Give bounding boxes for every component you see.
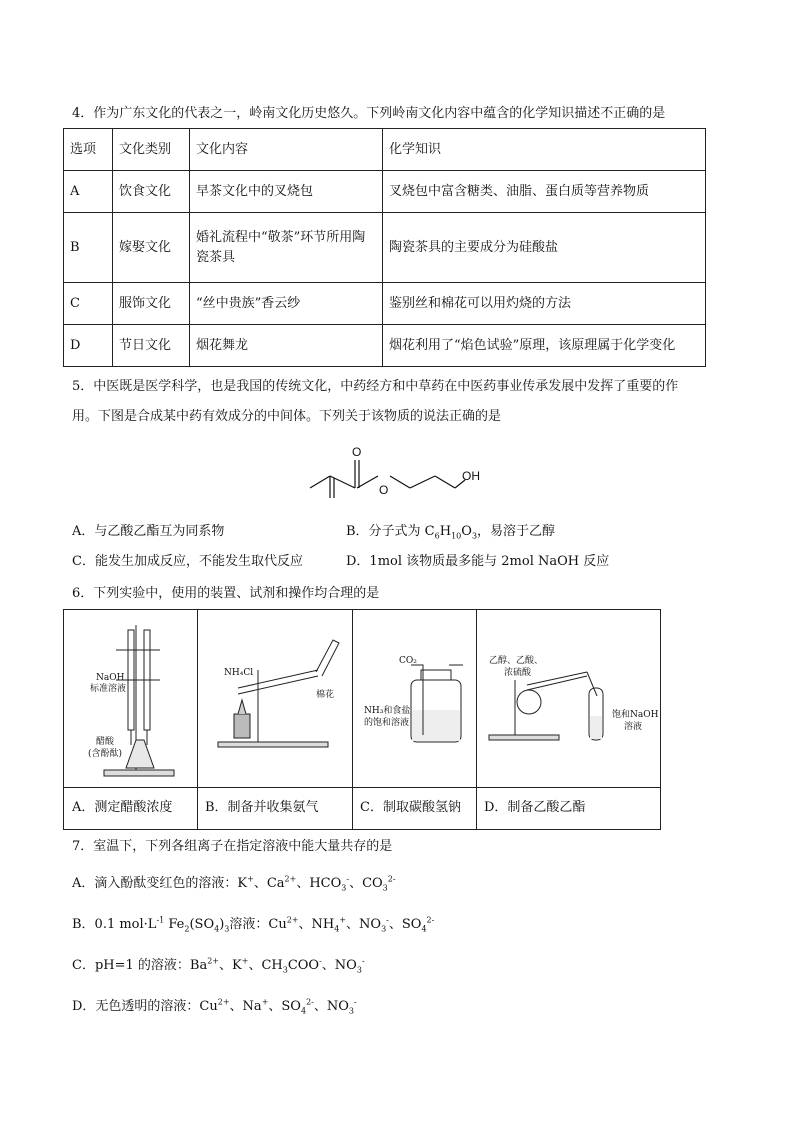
- table-cell: 婚礼流程中“敬茶”环节所用陶瓷茶具: [190, 213, 383, 283]
- atom-o-carbonyl: O: [352, 445, 362, 459]
- q7-option-c: C．pH=1 的溶液：$Ba^{2+}$、K+、$CH_3COO^-$、$NO_3^-$: [72, 956, 365, 975]
- table-cell: D: [64, 325, 113, 367]
- header-knowledge: 化学知识: [383, 129, 706, 171]
- table-cell: 节日文化: [113, 325, 190, 367]
- atom-oh: OH: [462, 469, 480, 483]
- q5-option-b: B．分子式为 $C_6H_{10}O_3$，易溶于乙醇: [346, 524, 556, 541]
- label-sat-naoh: 饱和NaOH: [612, 710, 659, 720]
- label-acetic-acid: 醋酸: [96, 737, 115, 747]
- q7-option-a: A．滴入酚酞变红色的溶液：K+、$Ca^{2+}$、$HCO_3^-$、$CO_3^{2-}$: [72, 874, 396, 893]
- table-cell: 烟花舞龙: [190, 325, 383, 367]
- q5-option-c: C．能发生加成反应，不能发生取代反应: [72, 554, 303, 569]
- label-phenolphthalein: (含酚酞): [88, 749, 123, 759]
- table-cell: A: [64, 171, 113, 213]
- table-cell: “丝中贵族”香云纱: [190, 283, 383, 325]
- label-co2: CO₂: [399, 656, 417, 666]
- esterification-apparatus: [477, 610, 660, 787]
- table-cell: 叉烧包中富含糖类、油脂、蛋白质等营养物质: [383, 171, 706, 213]
- label-saturated-solution: 的饱和溶液: [364, 718, 410, 728]
- header-category: 文化类别: [113, 129, 190, 171]
- label-solution: 溶液: [624, 722, 643, 732]
- label-reagents: 乙醇、乙酸、: [489, 656, 544, 666]
- caption-a: A．测定醋酸浓度: [72, 800, 173, 815]
- q4-table: [63, 128, 706, 367]
- label-conc-sulfuric: 浓硫酸: [504, 668, 532, 678]
- q7-stem: 7．室温下，下列各组离子在指定溶液中能大量共存的是: [72, 839, 393, 854]
- q5-stem-line2: 用。下图是合成某中药有效成分的中间体。下列关于该物质的说法正确的是: [72, 409, 502, 424]
- table-cell: 服饰文化: [113, 283, 190, 325]
- titration-apparatus: [64, 610, 197, 787]
- label-cotton: 棉花: [316, 690, 335, 700]
- molecule-structure: [300, 440, 500, 504]
- q5-stem-line1: 5．中医既是医学科学，也是我国的传统文化，中药经方和中草药在中医药事业传承发展中发挥了重要的作: [72, 379, 679, 394]
- label-standard-solution: 标准溶液: [90, 684, 127, 694]
- q6-stem: 6．下列实验中，使用的装置、试剂和操作均合理的是: [72, 586, 380, 601]
- q6-apparatus-table: [63, 609, 661, 830]
- q4-stem: 4．作为广东文化的代表之一，岭南文化历史悠久。下列岭南文化内容中蕴含的化学知识描述不正确的是: [72, 106, 666, 121]
- atom-o-ester: O: [379, 483, 389, 497]
- q5-option-d: D．1mol 该物质最多能与 2mol NaOH 反应: [346, 554, 610, 569]
- table-cell: C: [64, 283, 113, 325]
- q7-option-d: D．无色透明的溶液：$Cu^{2+}$、Na+、$SO_4^{2-}$、$NO_3^-$: [72, 997, 357, 1016]
- table-cell: 鉴别丝和棉花可以用灼烧的方法: [383, 283, 706, 325]
- label-nh3-salt: NH₃和食盐: [364, 706, 411, 716]
- caption-b: B．制备并收集氨气: [205, 800, 319, 815]
- header-option: 选项: [64, 129, 113, 171]
- table-cell: 嫁娶文化: [113, 213, 190, 283]
- caption-d: D．制备乙酸乙酯: [484, 800, 586, 815]
- table-cell: 饮食文化: [113, 171, 190, 213]
- label-naoh: NaOH: [96, 673, 125, 683]
- table-cell: 陶瓷茶具的主要成分为硅酸盐: [383, 213, 706, 283]
- q7-option-b: B．0.1 $mol\cdot L^{-1}$ $Fe_2(SO_4)_3$溶液：$Cu^{2+}$、$NH_4^+$、$NO_3^-$、$SO_4^{2-}$: [72, 915, 435, 934]
- table-cell: 早茶文化中的叉烧包: [190, 171, 383, 213]
- q5-option-a: A．与乙酸乙酯互为同系物: [72, 524, 225, 539]
- header-content: 文化内容: [190, 129, 383, 171]
- table-cell: B: [64, 213, 113, 283]
- table-cell: 烟花利用了“焰色试验”原理，该原理属于化学变化: [383, 325, 706, 367]
- gas-washing-bottle: [353, 610, 476, 787]
- label-nh4cl: NH₄Cl: [224, 668, 254, 678]
- caption-c: C．制取碳酸氢钠: [360, 800, 461, 815]
